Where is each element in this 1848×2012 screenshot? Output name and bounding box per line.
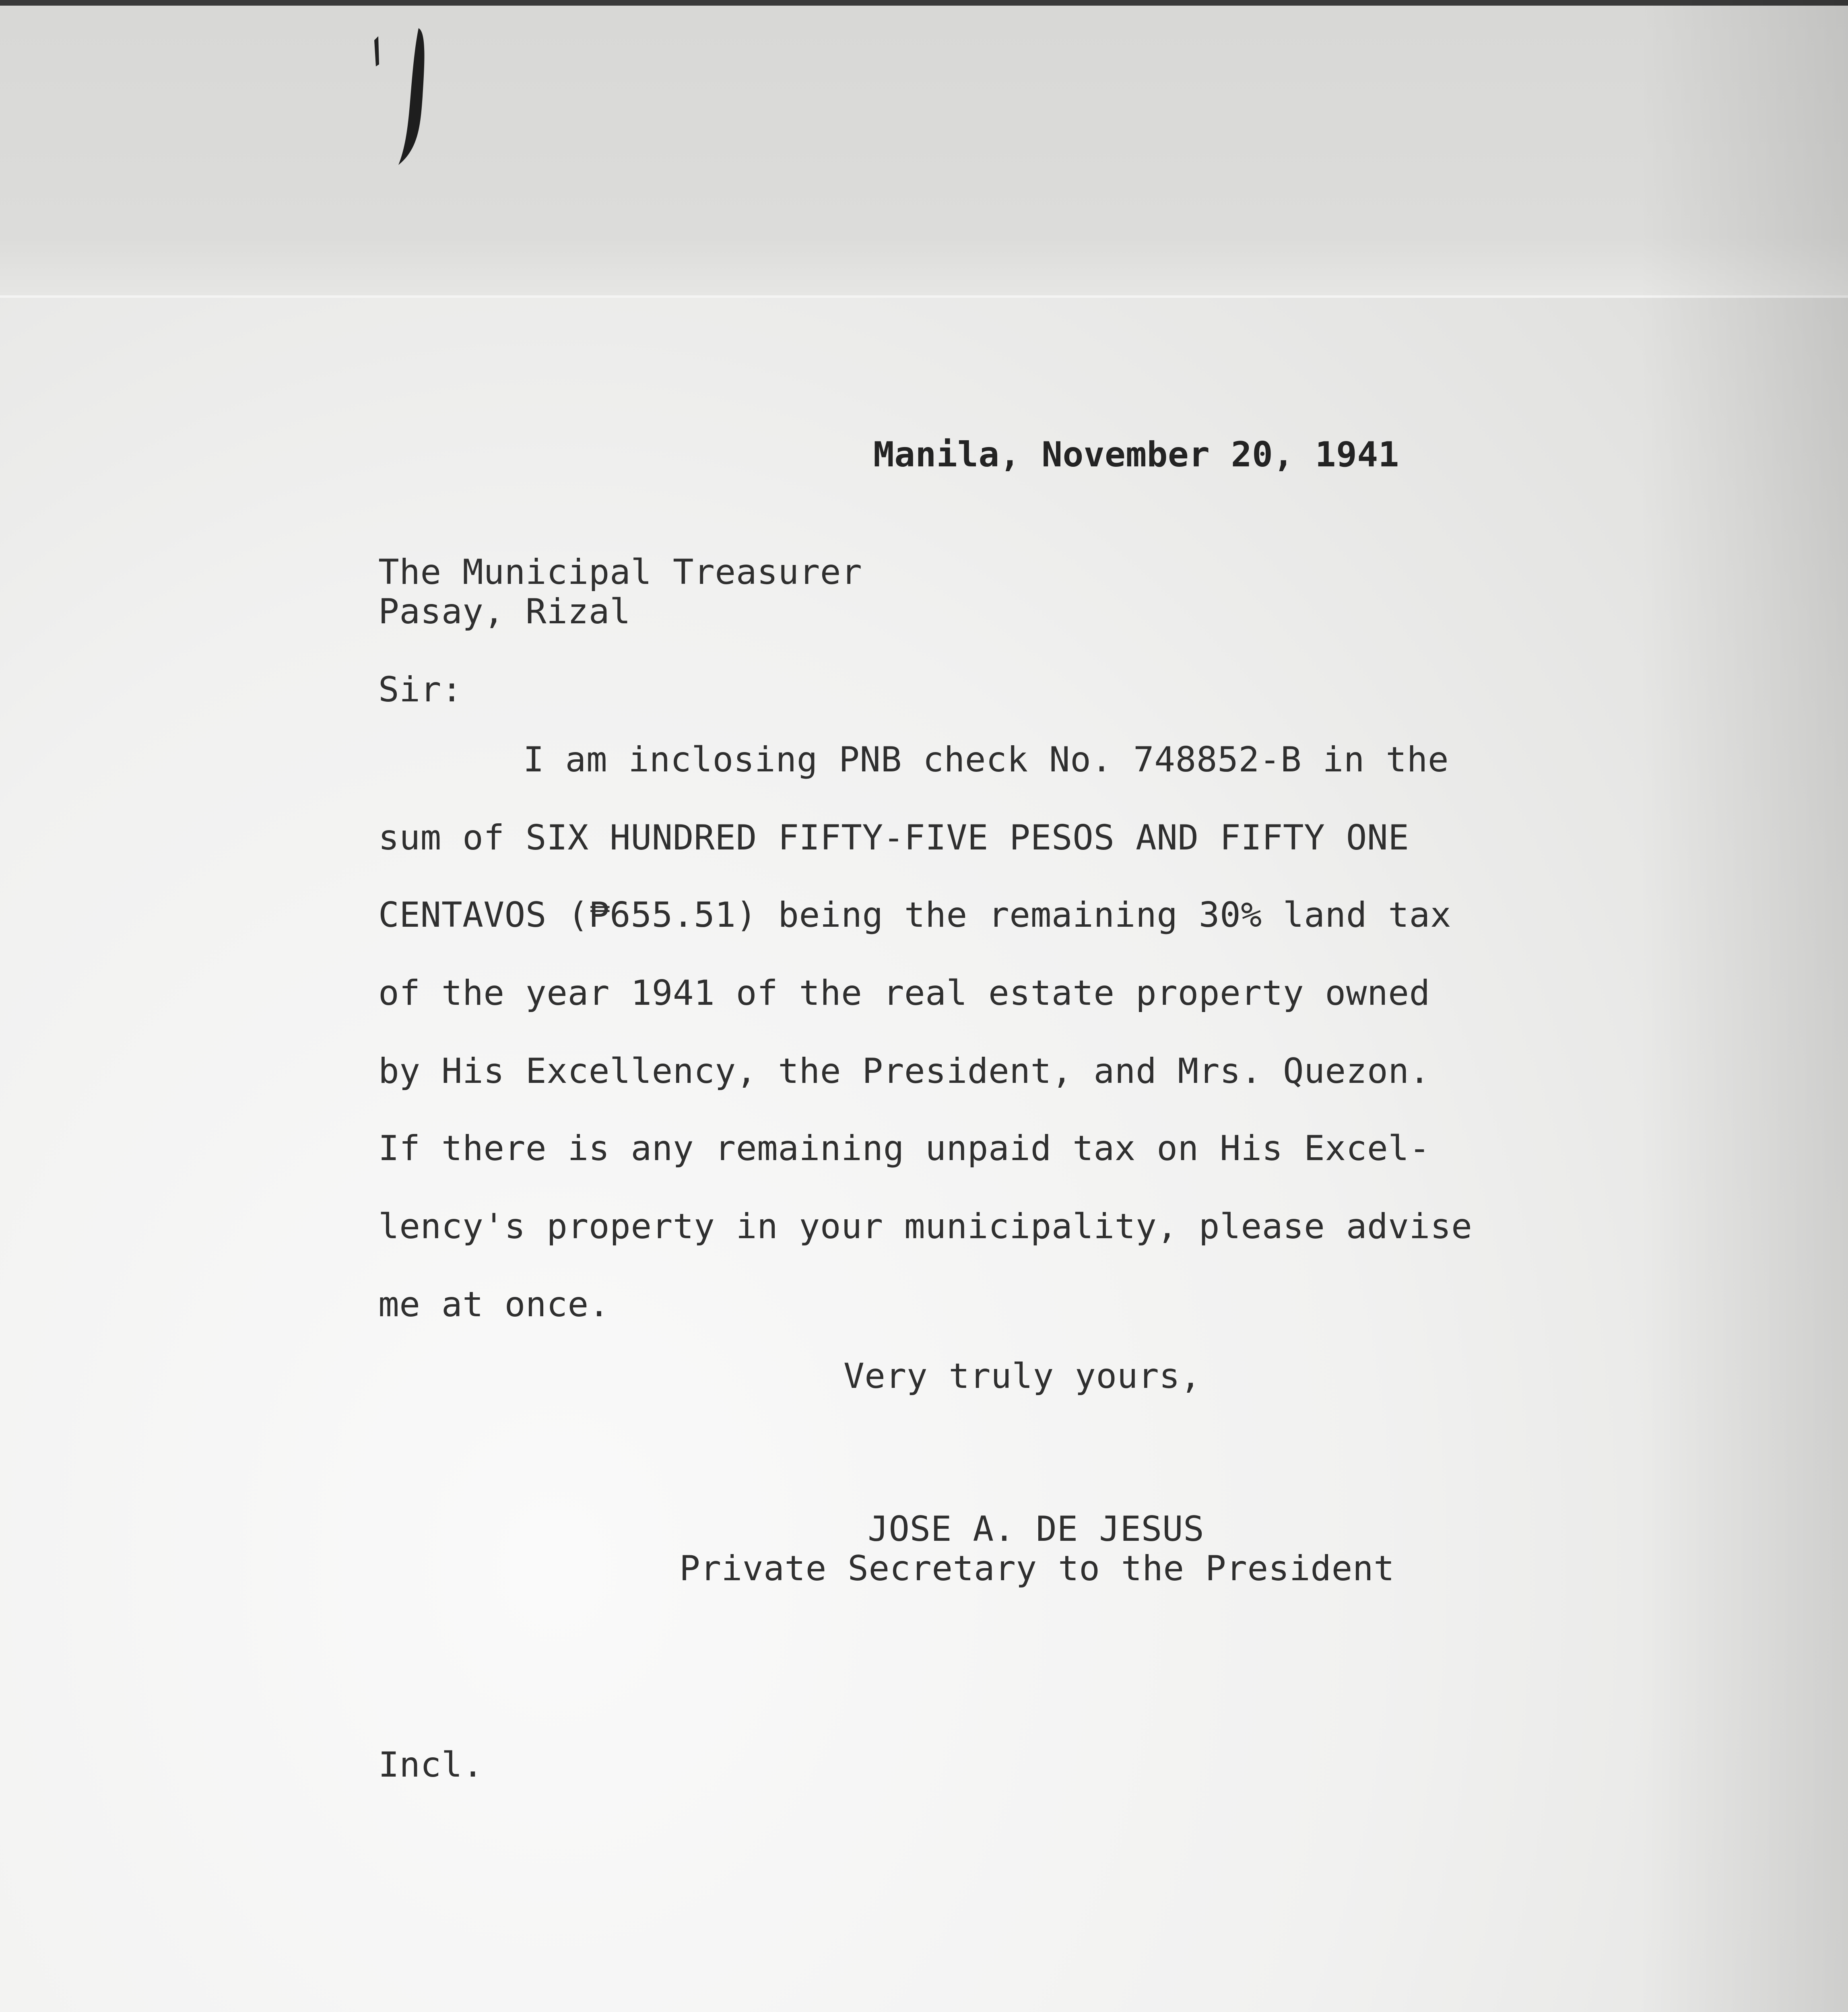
- signer-title: Private Secretary to the President: [679, 1548, 1395, 1589]
- body-line-2: sum of SIX HUNDRED FIFTY-FIVE PESOS AND FIFTY ONE: [378, 818, 1409, 858]
- signer-name: JOSE A. DE JESUS: [868, 1509, 1204, 1549]
- scan-edge-shadow: [1639, 0, 1848, 2012]
- body-line-8: me at once.: [378, 1284, 610, 1325]
- body-line-4: of the year 1941 of the real estate property owned: [378, 973, 1430, 1013]
- body-line-5: by His Excellency, the President, and Mrs. Quezon.: [378, 1051, 1430, 1091]
- body-line-6: If there is any remaining unpaid tax on His Excel-: [378, 1128, 1430, 1169]
- enclosure-note: Incl.: [378, 1745, 484, 1785]
- recipient-name: The Municipal Treasurer: [378, 552, 862, 592]
- body-line-1: I am inclosing PNB check No. 748852-B in the: [523, 740, 1449, 780]
- scan-top-edge: [0, 0, 1848, 6]
- closing: Very truly yours,: [844, 1356, 1201, 1396]
- recipient-address: Pasay, Rizal: [378, 592, 631, 632]
- body-line-7: lency's property in your municipality, please advise: [378, 1206, 1473, 1247]
- salutation: Sir:: [378, 670, 463, 710]
- scan-top-band: [0, 6, 1848, 295]
- letter-dateline: Manila, November 20, 1941: [873, 435, 1399, 475]
- paper-fold-line: [0, 295, 1848, 298]
- ink-mark-icon: [374, 16, 455, 169]
- body-line-3: CENTAVOS (₱655.51) being the remaining 30% land tax: [378, 895, 1452, 935]
